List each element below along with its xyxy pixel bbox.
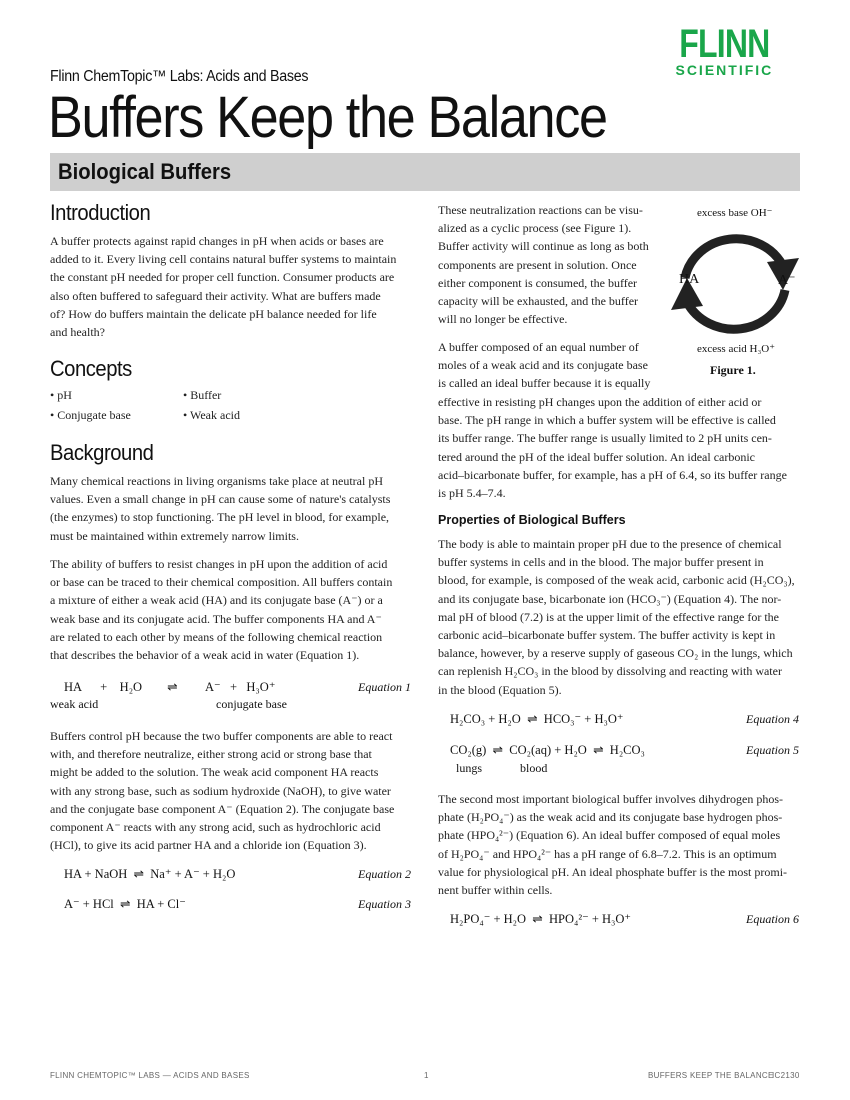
text-line: that describes the behavior of a weak acid in water (Equation 1). <box>50 648 360 663</box>
text-line: are related to each other by means of the following chemical reaction <box>50 629 383 644</box>
text-line: its buffer range. The buffer range is usually limited to 2 pH units cen- <box>438 431 772 446</box>
equation-1: HA + H₂O ⇌ A⁻ + H₃O⁺ <box>64 680 276 694</box>
footer-left: FLINN CHEMTOPIC™ LABS — ACIDS AND BASES <box>50 1071 250 1080</box>
text-line: These neutralization reactions can be visu- <box>438 203 643 217</box>
text-line: and its conjugate base, bicarbonate ion (HCO₃⁻) (Equation 4). The nor- <box>438 591 782 606</box>
right-p3 <box>438 535 795 699</box>
page-number: 1 <box>424 1071 429 1080</box>
text-line: blood, for example, is composed of the weak acid, carbonic acid (H₂CO₃), <box>438 573 795 588</box>
text-line: Many chemical reactions in living organisms take place at neutral pH <box>50 474 384 488</box>
text-line: A buffer protects against rapid changes in pH when acids or bases are <box>50 234 384 248</box>
text-line: carbonic acid–bicarbonate buffer system. The buffer activity is kept in <box>438 628 776 643</box>
equation-5: CO₂(g) ⇌ CO₂(aq) + H₂O ⇌ H₂CO₃ <box>450 743 645 757</box>
eq5-blood-label: blood <box>520 761 548 775</box>
page-title: Buffers Keep the Balance <box>48 85 607 150</box>
text-line: components are present in solution. Once <box>438 257 637 272</box>
equation-1-label: Equation 1 <box>358 680 411 694</box>
text-line: also often buffered to safeguard their activity. What are buffers made <box>50 288 381 303</box>
text-line: alized as a cyclic process (see Figure 1). <box>438 221 632 236</box>
intro-paragraph <box>50 232 396 341</box>
text-line: a mixture of either a weak acid (HA) and its conjugate base (A⁻) or a <box>50 593 383 608</box>
figure-caption: Figure 1. <box>710 363 756 377</box>
text-line: of? How do buffers maintain the delicate pH balance needed for life <box>50 306 377 321</box>
text-line: phate (HPO₄²⁻) (Equation 6). An ideal buffer composed of equal moles <box>438 828 781 843</box>
text-line: and health? <box>50 325 105 340</box>
eq1-conjugate-base-label: conjugate base <box>216 697 287 711</box>
text-line: effective in resisting pH changes upon the addition of either acid or <box>438 395 762 409</box>
text-line: The body is able to maintain proper pH due to the presence of chemical <box>438 537 782 551</box>
concepts-heading: Concepts <box>50 356 132 381</box>
figure-left-label: HA <box>679 272 700 287</box>
footer-code: IC2130 <box>772 1071 800 1080</box>
background-p1 <box>50 472 390 545</box>
series-title: Flinn ChemTopic™ Labs: Acids and Bases <box>50 68 309 85</box>
text-line: mal pH of blood (7.2) is at the upper limit of the effective range for the <box>438 609 780 624</box>
concept-conjugate-base: • Conjugate base <box>50 408 131 422</box>
text-line: in the blood (Equation 5). <box>438 682 562 697</box>
eq5-lungs-label: lungs <box>456 761 483 775</box>
text-line: (the enzymes) to stop functioning. The pH level in blood, for example, <box>50 510 390 525</box>
equation-3: A⁻ + HCl ⇌ HA + Cl⁻ <box>64 897 186 911</box>
logo-line1: FLINN <box>679 22 770 66</box>
right-p2a <box>438 338 650 393</box>
section-band <box>50 153 800 191</box>
intro-heading: Introduction <box>50 200 151 225</box>
background-p3 <box>50 727 394 854</box>
text-line: A buffer composed of an equal number of <box>438 340 639 354</box>
text-line: acid–bicarbonate buffer, for example, has a pH of 6.4, so its buffer range <box>438 467 787 482</box>
text-line: or base can be traced to their chemical composition. All buffers contain <box>50 575 393 590</box>
equation-4-label: Equation 4 <box>746 712 799 726</box>
text-line: must be maintained within extremely narrow limits. <box>50 528 299 543</box>
text-line: values. Even a small change in pH can cause some of nature's catalysts <box>50 492 391 507</box>
text-line: with any strong base, such as sodium hydroxide (NaOH), to give water <box>50 783 391 798</box>
text-line: Buffer activity will continue as long as both <box>438 239 649 254</box>
text-line: value for physiological pH. An ideal phosphate buffer is the most promi- <box>438 864 788 879</box>
text-line: will no longer be effective. <box>438 312 568 327</box>
figure-1 <box>655 200 815 380</box>
text-line: of H₂PO₄⁻ and HPO₄²⁻ has a pH range of 6.8–7.2. This is an optimum <box>438 846 777 861</box>
equation-4: H₂CO₃ + H₂O ⇌ HCO₃⁻ + H₃O⁺ <box>450 712 624 726</box>
text-line: capacity will be exhausted, and the buffer <box>438 294 639 309</box>
text-line: and the conjugate base component A⁻ (Equation 2). The conjugate base <box>50 801 395 816</box>
text-line: might be added to the solution. The weak acid component HA reacts <box>50 765 379 780</box>
equation-2: HA + NaOH ⇌ Na⁺ + A⁻ + H₂O <box>64 867 236 881</box>
text-line: is pH 5.4–7.4. <box>438 486 506 501</box>
right-p1 <box>438 201 649 328</box>
text-line: phate (H₂PO₄⁻) as the weak acid and its conjugate base hydrogen phos- <box>438 810 783 825</box>
text-line: is called an ideal buffer because it is equally <box>438 376 651 391</box>
text-line: The second most important biological buffer involves dihydrogen phos- <box>438 792 784 806</box>
concept-buffer: • Buffer <box>183 388 222 402</box>
text-line: balance, however, by a reserve supply of gaseous CO₂ in the lungs, which <box>438 646 793 661</box>
right-p2b <box>438 393 787 502</box>
text-line: can replenish H₂CO₃ in the blood by dissolving and reacting with water <box>438 664 782 679</box>
equation-3-label: Equation 3 <box>358 897 411 911</box>
eq1-weak-acid-label: weak acid <box>50 697 99 711</box>
text-line: Buffers control pH because the two buffer components are able to react <box>50 729 393 743</box>
equation-6-label: Equation 6 <box>746 912 799 926</box>
text-line: (HCl), to give its acid partner HA and a chloride ion (Equation 3). <box>50 838 367 853</box>
text-line: either component is consumed, the buffer <box>438 275 638 290</box>
text-line: The ability of buffers to resist changes in pH upon the addition of acid <box>50 557 388 571</box>
background-p2 <box>50 555 392 664</box>
background-heading: Background <box>50 440 154 465</box>
text-line: tered around the pH of the ideal buffer solution. An ideal carbonic <box>438 449 756 464</box>
text-line: the constant pH needed for proper cell function. Consumer products are <box>50 270 395 285</box>
text-line: component A⁻ reacts with any strong acid, such as hydrochloric acid <box>50 820 381 835</box>
figure-right-label: A⁻ <box>778 273 796 288</box>
logo-line2: SCIENTIFIC <box>675 62 774 78</box>
text-line: base. The pH range in which a buffer system will be effective is called <box>438 413 776 428</box>
equation-5-label: Equation 5 <box>746 743 799 757</box>
text-line: added to it. Every living cell contains natural buffer systems to maintain <box>50 252 397 267</box>
right-p4 <box>438 790 787 899</box>
text-line: buffer systems in cells and in the blood. The major buffer present in <box>438 555 764 570</box>
text-line: moles of a weak acid and its conjugate base <box>438 358 648 373</box>
text-line: with, and therefore neutralize, either strong acid or strong base that <box>50 747 372 762</box>
footer-right: BUFFERS KEEP THE BALANCE <box>648 1071 774 1080</box>
concept-ph: • pH <box>50 388 72 402</box>
figure-top-label: excess base OH⁻ <box>697 207 773 219</box>
equation-2-label: Equation 2 <box>358 867 411 881</box>
text-line: weak base and its conjugate acid. The buffer components HA and A⁻ <box>50 611 382 626</box>
concept-weak-acid: • Weak acid <box>183 408 240 422</box>
section-title: Biological Buffers <box>58 159 232 184</box>
text-line: nent buffer within cells. <box>438 883 553 898</box>
properties-subheading: Properties of Biological Buffers <box>438 513 626 527</box>
flinn-logo <box>668 22 781 78</box>
equation-6: H₂PO₄⁻ + H₂O ⇌ HPO₄²⁻ + H₃O⁺ <box>450 912 632 926</box>
figure-bottom-label: excess acid H₃O⁺ <box>697 343 776 355</box>
